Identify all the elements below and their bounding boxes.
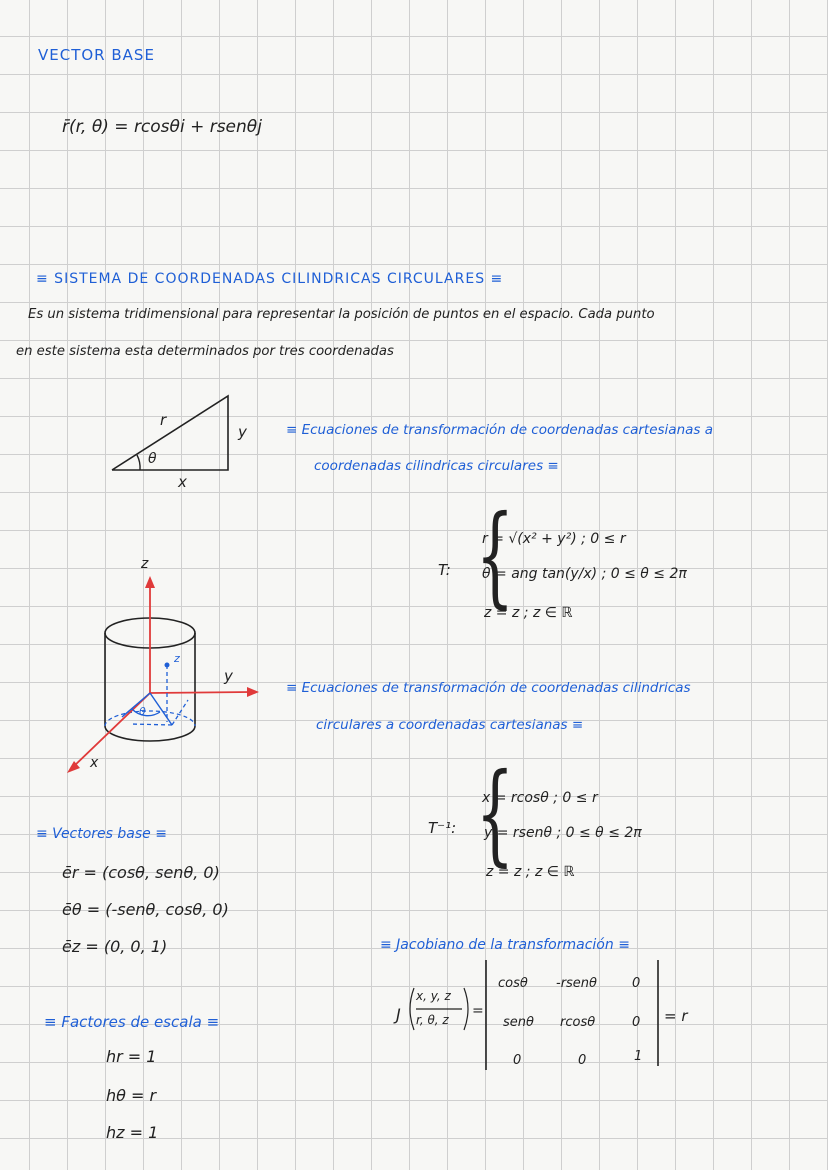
jacobian-prefix: J bbox=[396, 1005, 401, 1024]
jacobian-m13: 0 bbox=[632, 976, 641, 991]
cylinder-angle-label: θ bbox=[139, 705, 146, 718]
triangle-opp-label: y bbox=[238, 423, 247, 441]
jacobian-denominator: r, θ, z bbox=[416, 1013, 449, 1027]
cylinder-y-label: y bbox=[224, 667, 233, 685]
jacobian-equals: = bbox=[472, 1003, 484, 1019]
jacobian-title: ≡ Jacobiano de la transformación ≡ bbox=[380, 937, 630, 953]
jacobian-m11: cosθ bbox=[498, 976, 528, 991]
transform2-row1: x = rcosθ ; 0 ≤ r bbox=[482, 790, 598, 806]
transform2-title-line1: ≡ Ecuaciones de transformación de coordenadas cilindricas bbox=[286, 680, 691, 696]
scale-factor-hz: hz = 1 bbox=[106, 1123, 159, 1142]
transform1-row2: θ = ang tan(y/x) ; 0 ≤ θ ≤ 2π bbox=[482, 566, 687, 582]
cylinder-point-z-label: z bbox=[174, 652, 180, 665]
section-title: ≡ SISTEMA DE COORDENADAS CILINDRICAS CIRCULARES ≡ bbox=[36, 271, 504, 287]
cylinder-x-label: x bbox=[90, 755, 99, 771]
transform2-title-line2: circulares a coordenadas cartesianas ≡ bbox=[316, 717, 584, 733]
vector-base-title: VECTOR BASE bbox=[38, 46, 155, 64]
section-desc-line1: Es un sistema tridimensional para representar la posición de puntos en el espacio. Cada punto bbox=[28, 307, 655, 322]
transform2-row3: z = z ; z ∈ ℝ bbox=[486, 864, 575, 880]
cylinder-z-label: z bbox=[141, 556, 149, 572]
triangle-adj-label: x bbox=[178, 473, 187, 491]
jacobian-m22: rcosθ bbox=[560, 1015, 596, 1030]
vector-base-equation: r̄(r, θ) = rcosθi + rsenθj bbox=[62, 117, 262, 137]
base-vector-er: ēr = (cosθ, senθ, 0) bbox=[62, 863, 220, 882]
jacobian-m23: 0 bbox=[632, 1015, 641, 1030]
scale-factor-hr: hr = 1 bbox=[106, 1047, 157, 1066]
scale-factor-htheta: hθ = r bbox=[106, 1086, 157, 1105]
transform2-row2: y = rsenθ ; 0 ≤ θ ≤ 2π bbox=[484, 825, 642, 841]
transform1-label: T: bbox=[438, 561, 451, 579]
transform1-title-line1: ≡ Ecuaciones de transformación de coordenadas cartesianas a bbox=[286, 422, 713, 438]
transform1-row1: r = √(x² + y²) ; 0 ≤ r bbox=[482, 531, 626, 547]
jacobian-result: = r bbox=[664, 1007, 688, 1025]
base-vector-etheta: ēθ = (-senθ, cosθ, 0) bbox=[62, 900, 229, 919]
jacobian-numerator: x, y, z bbox=[416, 989, 451, 1003]
jacobian-m12: -rsenθ bbox=[556, 976, 597, 991]
section-desc-line2: en este sistema esta determinados por tres coordenadas bbox=[16, 344, 394, 359]
transform2-brace: { bbox=[475, 749, 515, 877]
triangle-hyp-label: r bbox=[160, 411, 167, 429]
jacobian-m21: senθ bbox=[503, 1015, 534, 1030]
base-vector-ez: ēz = (0, 0, 1) bbox=[62, 937, 168, 956]
transform2-label: T⁻¹: bbox=[428, 819, 457, 837]
transform1-row3: z = z ; z ∈ ℝ bbox=[484, 605, 573, 621]
transform1-title-line2: coordenadas cilindricas circulares ≡ bbox=[314, 458, 559, 474]
jacobian-m33: 1 bbox=[634, 1049, 643, 1064]
jacobian-m31: 0 bbox=[513, 1053, 522, 1068]
scale-factors-title: ≡ Factores de escala ≡ bbox=[44, 1013, 220, 1031]
base-vectors-title: ≡ Vectores base ≡ bbox=[36, 826, 167, 842]
triangle-angle-label: θ bbox=[148, 451, 157, 467]
jacobian-m32: 0 bbox=[578, 1053, 587, 1068]
transform1-brace: { bbox=[475, 491, 515, 619]
